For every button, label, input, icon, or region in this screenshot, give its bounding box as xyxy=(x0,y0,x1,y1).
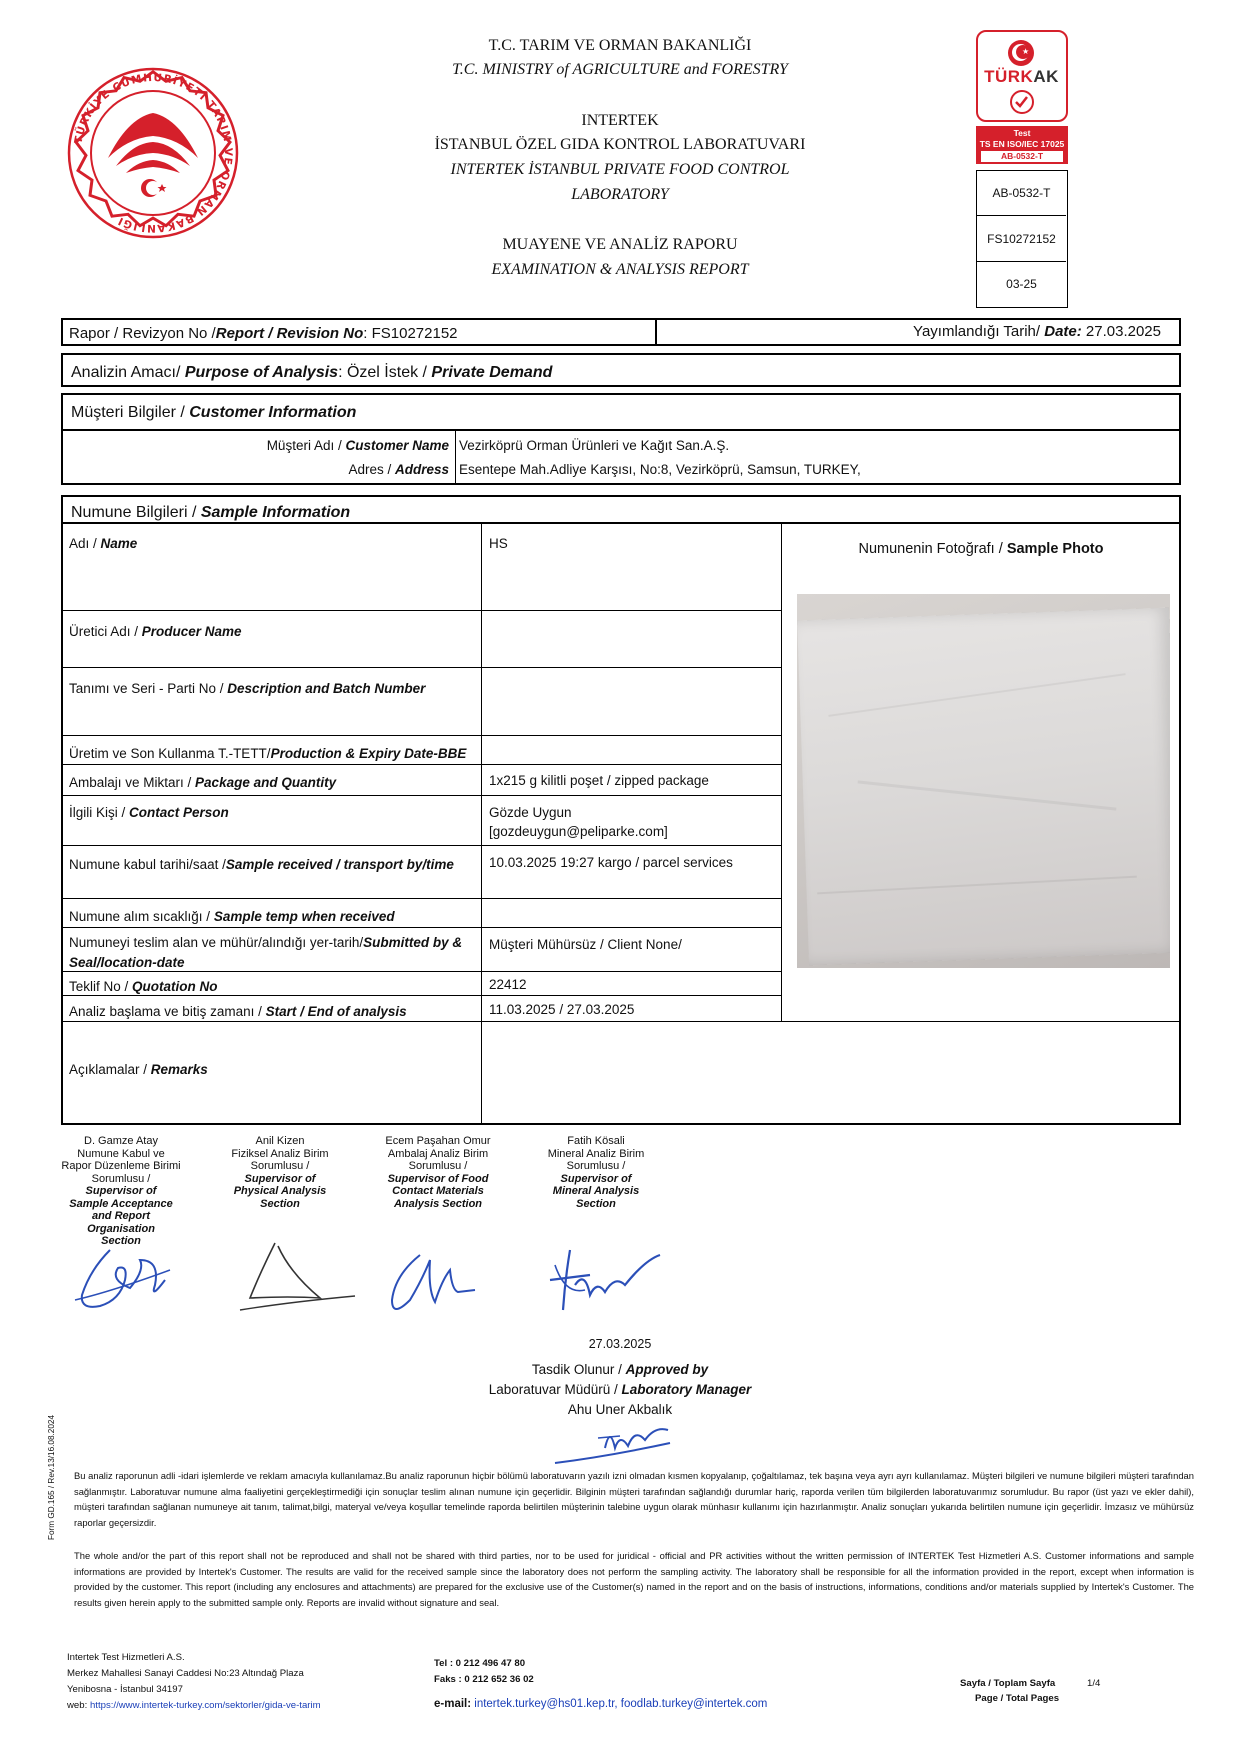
sample-row-received xyxy=(63,850,479,879)
sample-row-name xyxy=(63,530,479,557)
sample-row-analysis-dates xyxy=(63,998,479,1025)
signature-3 xyxy=(380,1240,500,1320)
flag-emblem-icon: ★ xyxy=(1008,40,1034,66)
lab-name-en-2: LABORATORY xyxy=(571,186,669,203)
report-label-tr: Rapor / Revizyon No / xyxy=(69,325,216,342)
signatory-role-en: Supervisor of Sample Acceptance and Report Organisation Section xyxy=(69,1185,173,1247)
purpose-value-tr: : Özel İstek / xyxy=(338,364,432,381)
report-sep: : xyxy=(363,325,372,342)
form-code: Form GD.165 / Rev.13/16.08.2024 xyxy=(47,1414,56,1540)
sample-row-label-tr: Numuneyi teslim alan ve mühür/alındığı yer-tarih/ xyxy=(69,935,364,950)
contact-name: Gözde Uygun xyxy=(489,805,572,820)
signature-4 xyxy=(535,1240,665,1320)
signature-1 xyxy=(70,1240,180,1320)
signatory-role-tr: Fiziksel Analiz Birim xyxy=(231,1147,329,1160)
sample-row-remarks xyxy=(63,1056,479,1083)
signatory-role-en: Supervisor of Physical Analysis Section xyxy=(233,1172,327,1210)
accreditation-code-small: AB-0532-T xyxy=(980,150,1064,163)
turkak-brand-1: TÜRK xyxy=(984,67,1034,86)
customer-title-en: Customer Information xyxy=(189,404,357,421)
sample-photo-label xyxy=(782,540,1180,558)
sample-row-label-tr: Teklif No / xyxy=(69,979,133,994)
sample-row-label-tr: Açıklamalar / xyxy=(69,1062,151,1077)
sample-producer-value xyxy=(483,618,779,626)
sample-expiry-value xyxy=(483,740,779,748)
sample-row-label-tr: Ambalajı ve Miktarı / xyxy=(69,775,196,790)
sample-row-label-en: Name xyxy=(100,536,138,551)
sample-row-label-en: Remarks xyxy=(150,1062,208,1077)
report-title-en: EXAMINATION & ANALYSIS REPORT xyxy=(491,261,749,278)
accreditation-codes-box xyxy=(976,170,1068,308)
accreditation-badge xyxy=(976,126,1068,164)
sample-photo xyxy=(797,594,1170,968)
footer-company: Intertek Test Hizmetleri A.S. xyxy=(67,1652,185,1663)
footer-tel: Tel : 0 212 496 47 80 xyxy=(434,1658,526,1669)
sample-row-description xyxy=(63,675,479,702)
sample-photo-label-en: Sample Photo xyxy=(1006,541,1104,557)
accreditation-report-no: FS10272152 xyxy=(977,216,1066,262)
signatory-name: D. Gamze Atay xyxy=(84,1135,158,1147)
approval-date: 27.03.2025 xyxy=(588,1337,652,1351)
signatory-name: Fatih Kösali xyxy=(567,1135,625,1147)
purpose-label-en: Purpose of Analysis xyxy=(184,364,339,381)
sample-row-label-tr: İlgili Kişi / xyxy=(69,805,130,820)
signatory-role-tr: Sorumlusu / xyxy=(566,1160,626,1172)
sample-info-title-row xyxy=(61,495,1181,524)
sample-row-package xyxy=(63,769,479,796)
footer-web-label: web: xyxy=(67,1700,90,1711)
signatory-role-tr: Sorumlusu / xyxy=(250,1160,310,1172)
purpose-value-en: Private Demand xyxy=(431,364,553,381)
sample-analysis-dates-value: 11.03.2025 / 27.03.2025 xyxy=(489,1002,635,1017)
footer-email xyxy=(434,1697,767,1712)
signatory-role-tr: Ambalaj Analiz Birim xyxy=(387,1147,489,1160)
sample-submitted-value: Müşteri Mühürsüz / Client None/ xyxy=(489,937,682,952)
sample-row-label-en: Submitted by & Seal/location-date xyxy=(69,935,463,970)
purpose-row xyxy=(61,353,1181,387)
turkak-brand-2: AK xyxy=(1033,67,1059,86)
ministry-name-tr: T.C. TARIM VE ORMAN BAKANLIĞI xyxy=(488,37,752,54)
footer-email-label: e-mail: xyxy=(434,1698,475,1710)
report-number: FS10272152 xyxy=(371,325,458,342)
ministry-name-en: T.C. MINISTRY of AGRICULTURE and FORESTRY xyxy=(452,61,788,78)
disclaimer-en: The whole and/or the part of this report shall not be reproduced and shall not be shared with third parties, nor to be used for juridical - official and PR activities without the written permission of INTERTEK Test Hizmetleri A.S. Customer informations and sample informations are provided by Intertek's Customer. The results are valid for the received sample since the laboratory does not perform the sampling activity. The laboratory shall be responsible for all the information provided in the report, except when information is provided by the customer. This report (including any enclosures and attachments) are prepared for the exclusive use of the Customer(s) named in the report and on the basis of instructions, informations, conditions and/or materials supplied by Intertek's Customer. The results given herein apply to the submitted sample only. Reports are invalid without signature and seal. xyxy=(74,1550,1194,1608)
footer-page-value: 1/4 xyxy=(1087,1678,1101,1689)
sample-remarks-value xyxy=(483,1056,1173,1064)
approved-label-tr: Tasdik Olunur / xyxy=(531,1362,626,1377)
sample-package-value: 1x215 g kilitli poşet / zipped package xyxy=(489,773,709,788)
signatory-4 xyxy=(521,1135,671,1210)
date-label-tr: Yayımlandığı Tarih/ xyxy=(913,323,1045,340)
sample-row-label-tr: Numune alım sıcaklığı / xyxy=(69,909,214,924)
signatory-1 xyxy=(46,1135,196,1248)
signatory-role-tr: Sorumlusu / xyxy=(408,1160,468,1172)
sample-row-label-en: Quotation No xyxy=(132,979,218,994)
footer-address-1: Merkez Mahallesi Sanayi Caddesi No:23 Altındağ Plaza xyxy=(67,1668,304,1679)
customer-address-label-tr: Adres / xyxy=(348,462,395,477)
sample-title-tr: Numune Bilgileri / xyxy=(71,504,201,521)
sample-row-expiry xyxy=(63,740,481,767)
customer-address: Esentepe Mah.Adliye Karşısı, No:8, Vezirköprü, Samsun, TURKEY, xyxy=(459,462,861,477)
purpose-label-tr: Analizin Amacı/ xyxy=(71,364,185,381)
footer-fax: Faks : 0 212 652 36 02 xyxy=(434,1674,534,1685)
approved-by xyxy=(420,1361,820,1379)
ministry-seal xyxy=(58,58,248,248)
test-label: Test xyxy=(1013,128,1031,138)
sample-row-label-tr: Üretim ve Son Kullanma T.-TETT/ xyxy=(69,746,271,761)
customer-name-label-tr: Müşteri Adı / xyxy=(266,438,346,453)
sample-row-producer xyxy=(63,618,479,645)
sample-row-contact xyxy=(63,799,479,826)
lab-name-tr: İSTANBUL ÖZEL GIDA KONTROL LABORATUVARI xyxy=(434,136,806,153)
sample-row-label-tr: Analiz başlama ve bitiş zamanı / xyxy=(69,1004,266,1019)
customer-address-label-en: Address xyxy=(394,462,449,477)
sample-row-label-tr: Tanımı ve Seri - Parti No / xyxy=(69,681,228,696)
sample-row-label-en: Description and Batch Number xyxy=(227,681,426,696)
signatory-role-tr: Sorumlusu / xyxy=(91,1172,151,1185)
report-title-tr: MUAYENE VE ANALİZ RAPORU xyxy=(502,236,738,253)
lab-name-en-1: INTERTEK İSTANBUL PRIVATE FOOD CONTROL xyxy=(450,161,790,178)
footer-web-link[interactable]: https://www.intertek-turkey.com/sektorler/gida-ve-tarim xyxy=(89,1700,321,1711)
approved-label-en: Approved by xyxy=(625,1362,709,1377)
signature-2 xyxy=(230,1238,360,1318)
sample-photo-label-tr: Numunenin Fotoğrafı / xyxy=(858,541,1007,557)
footer-address-2: Yenibosna - İstanbul 34197 xyxy=(67,1684,183,1695)
manager-signature xyxy=(550,1418,690,1470)
manager-name: Ahu Uner Akbalık xyxy=(567,1402,673,1417)
signatory-role-tr: Rapor Düzenleme Birimi xyxy=(61,1160,181,1172)
seal-ring-text: TÜRKİYE CUMHURİYETİ TARIM VE ORMAN BAKANLIĞI xyxy=(72,71,235,235)
signatory-role-tr: Mineral Analiz Birim xyxy=(547,1147,645,1160)
turkak-logo xyxy=(976,30,1068,122)
issue-date: 27.03.2025 xyxy=(1081,323,1161,340)
signatory-3 xyxy=(363,1135,513,1210)
sample-row-label-en: Package and Quantity xyxy=(195,775,337,790)
sample-row-label-tr: Numune kabul tarihi/saat / xyxy=(69,857,226,872)
sample-quotation-value: 22412 xyxy=(489,977,527,992)
manager-title xyxy=(420,1381,820,1399)
customer-title-tr: Müşteri Bilgiler / xyxy=(71,404,190,421)
sample-row-label-en: Contact Person xyxy=(129,805,229,820)
report-number-row xyxy=(61,318,1181,346)
signatory-name: Anil Kizen xyxy=(255,1135,305,1147)
signatory-2 xyxy=(205,1135,355,1210)
footer-email-link[interactable]: intertek.turkey@hs01.kep.tr, foodlab.turkey@intertek.com xyxy=(474,1698,768,1710)
signatory-role-tr: Numune Kabul ve xyxy=(77,1147,165,1160)
sample-contact-value xyxy=(483,799,779,845)
sample-row-label-tr: Adı / xyxy=(69,536,101,551)
sample-temp-value xyxy=(483,903,779,911)
sample-row-label-en: Sample received / transport by/time xyxy=(225,857,454,872)
date-label-en: Date: xyxy=(1044,323,1082,340)
customer-name: Vezirköprü Orman Ürünleri ve Kağıt San.A.Ş. xyxy=(459,438,730,453)
sample-title-en: Sample Information xyxy=(200,504,351,521)
sample-row-label-en: Production & Expiry Date-BBE xyxy=(270,746,467,761)
customer-info-box xyxy=(61,393,1181,485)
sample-received-value: 10.03.2025 19:27 kargo / parcel services xyxy=(489,855,733,870)
sample-description-value xyxy=(483,675,779,683)
accreditation-date-code: 03-25 xyxy=(1006,277,1037,291)
customer-name-label-en: Customer Name xyxy=(345,438,449,453)
sample-row-label-en: Producer Name xyxy=(141,624,242,639)
sample-row-quotation xyxy=(63,973,479,1000)
accreditation-code: AB-0532-T xyxy=(977,171,1066,216)
manager-label-tr: Laboratuvar Müdürü / xyxy=(488,1382,622,1397)
disclaimer-tr: Bu analiz raporunun adli -idari işlemlerde ve reklam amacıyla kullanılamaz.Bu analiz raporunun hiçbir bölümü laboratuvarın yazılı izni olmadan kısmen kopyalanıp, çoğaltılamaz, tek başına veya ayrı ayrı kullanılamaz. Müşteri bilgileri ve numune bilgileri müşteri tarafından sağlanmıştır. Laboratuvar numune alma faaliyetini gerçekleştirmediği için sonuçlar teslim alınan numune için geçerlidir. Bilginin müşteri tarafından sağlandığı durumlar hariç, raporda verilen tüm bilgilerden laboratuvarımız sorumludur. Bu rapor (üst yazı ve ekler dahil), müşteri tarafından sağlanan numuneye ait tanım, talimat,bilgi, materyal ve/veya koşullar temelinde raporda belirtilen müşterinin talebine uygun olarak münhasır kullanımı için hazırlanmıştır. Analiz sonuçları yukarıda belirtilen numune için geçerlidir. İmzasız ve mühürsüz raporlar geçersizdir. xyxy=(74,1470,1194,1528)
manager-label-en: Laboratory Manager xyxy=(621,1382,752,1397)
sample-row-submitted xyxy=(63,929,481,977)
company-name: INTERTEK xyxy=(581,112,659,129)
footer-page-label-2: Page / Total Pages xyxy=(975,1693,1060,1704)
sample-row-label-tr: Üretici Adı / xyxy=(69,624,142,639)
footer-page-label-1: Sayfa / Toplam Sayfa xyxy=(960,1678,1056,1689)
check-icon xyxy=(1010,90,1034,114)
contact-email: [gozdeuygun@peliparke.com] xyxy=(489,824,668,839)
footer-web xyxy=(67,1698,321,1713)
signatory-role-en: Supervisor of Mineral Analysis Section xyxy=(552,1172,640,1210)
sample-row-temp xyxy=(63,903,479,930)
sample-row-label-en: Sample temp when received xyxy=(213,909,395,924)
accreditation-standard: TS EN ISO/IEC 17025 xyxy=(979,138,1065,149)
signatory-role-en: Supervisor of Food Contact Materials Analysis Section xyxy=(387,1172,489,1210)
report-label-en: Report / Revision No xyxy=(215,325,364,342)
sample-row-label-en: Start / End of analysis xyxy=(265,1004,407,1019)
sample-name-value: HS xyxy=(489,536,508,551)
signatory-name: Ecem Paşahan Omur xyxy=(385,1135,491,1147)
